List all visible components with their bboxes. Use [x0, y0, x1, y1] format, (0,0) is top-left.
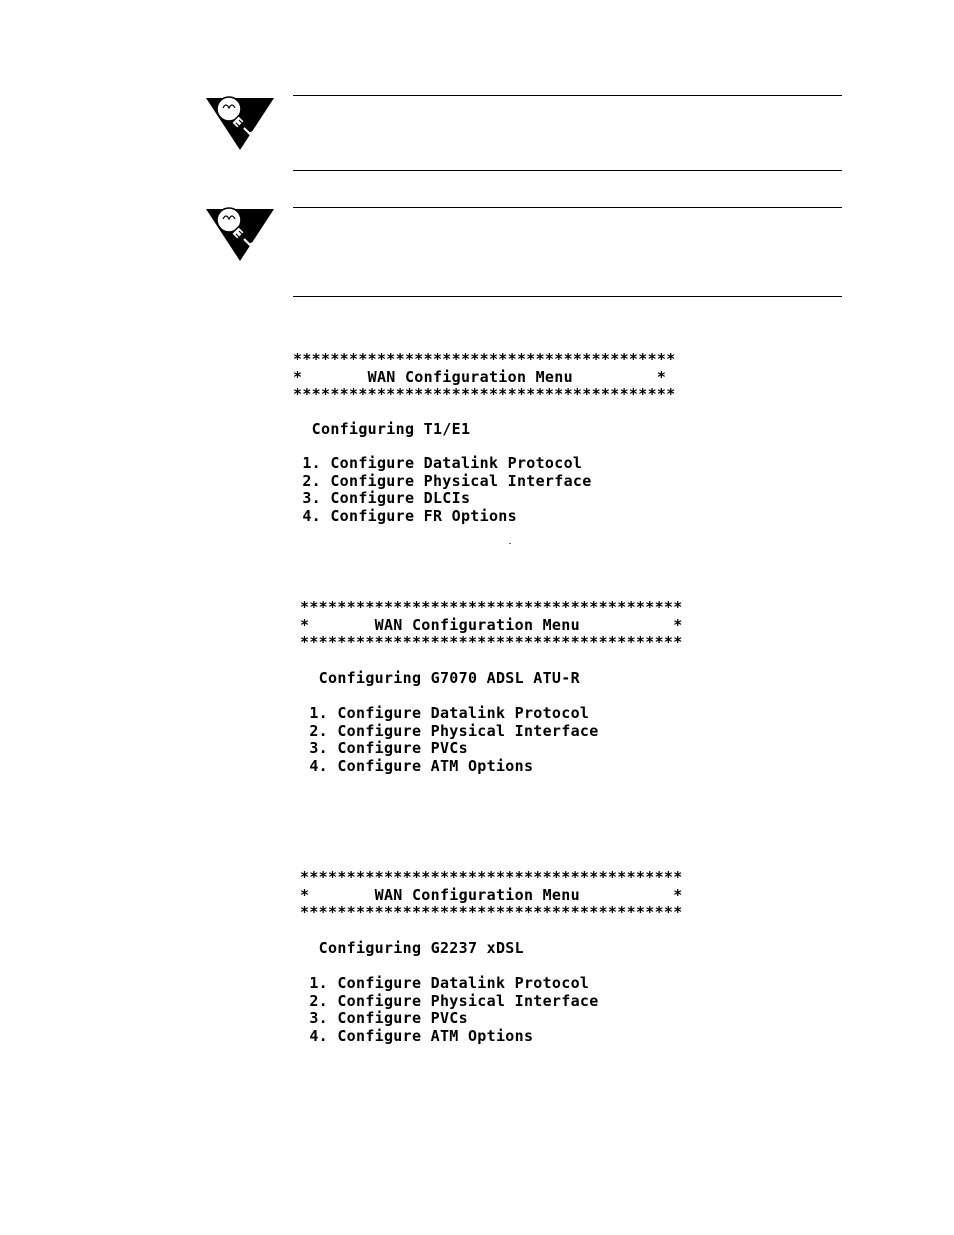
wan-config-menu-adsl	[300, 599, 683, 775]
configuring-label: Configuring T1/E1	[293, 419, 471, 438]
note-rule-top	[293, 207, 842, 208]
note-rule-top	[293, 95, 842, 96]
wan-config-menu-xdsl	[300, 869, 683, 1045]
menu-border-bottom: *****************************************	[300, 633, 683, 651]
lightbulb-note-icon	[204, 94, 276, 154]
menu-border-top: *****************************************	[300, 868, 683, 886]
menu-item-datalink: 1. Configure Datalink Protocol	[293, 454, 583, 472]
menu-item-pvcs: 3. Configure PVCs	[300, 1009, 468, 1027]
menu-border-bottom: *****************************************	[300, 903, 683, 921]
menu-item-dlcis: 3. Configure DLCIs	[293, 489, 471, 507]
menu-border-top: *****************************************	[300, 598, 683, 616]
menu-item-datalink: 1. Configure Datalink Protocol	[300, 704, 590, 722]
menu-title: * WAN Configuration Menu *	[300, 615, 683, 634]
menu-item-datalink: 1. Configure Datalink Protocol	[300, 974, 590, 992]
menu-border-bottom: *****************************************	[293, 385, 676, 403]
menu-item-pvcs: 3. Configure PVCs	[300, 739, 468, 757]
lightbulb-note-icon	[204, 205, 276, 265]
menu-item-atm-options: 4. Configure ATM Options	[300, 756, 534, 775]
menu-item-atm-options: 4. Configure ATM Options	[300, 1026, 534, 1045]
configuring-label: Configuring G2237 xDSL	[300, 938, 524, 957]
menu-title: * WAN Configuration Menu *	[300, 885, 683, 904]
menu-item-physical: 2. Configure Physical Interface	[293, 471, 592, 490]
note-rule-bottom	[293, 170, 842, 171]
wan-config-menu-t1e1	[293, 351, 676, 525]
menu-border-top: *****************************************	[293, 350, 676, 368]
menu-item-fr-options: 4. Configure FR Options	[293, 506, 517, 525]
menu-title: * WAN Configuration Menu *	[293, 367, 667, 386]
scan-speck	[509, 543, 511, 544]
configuring-label: Configuring G7070 ADSL ATU-R	[300, 668, 580, 687]
menu-item-physical: 2. Configure Physical Interface	[300, 991, 599, 1010]
menu-item-physical: 2. Configure Physical Interface	[300, 721, 599, 740]
note-rule-bottom	[293, 296, 842, 297]
